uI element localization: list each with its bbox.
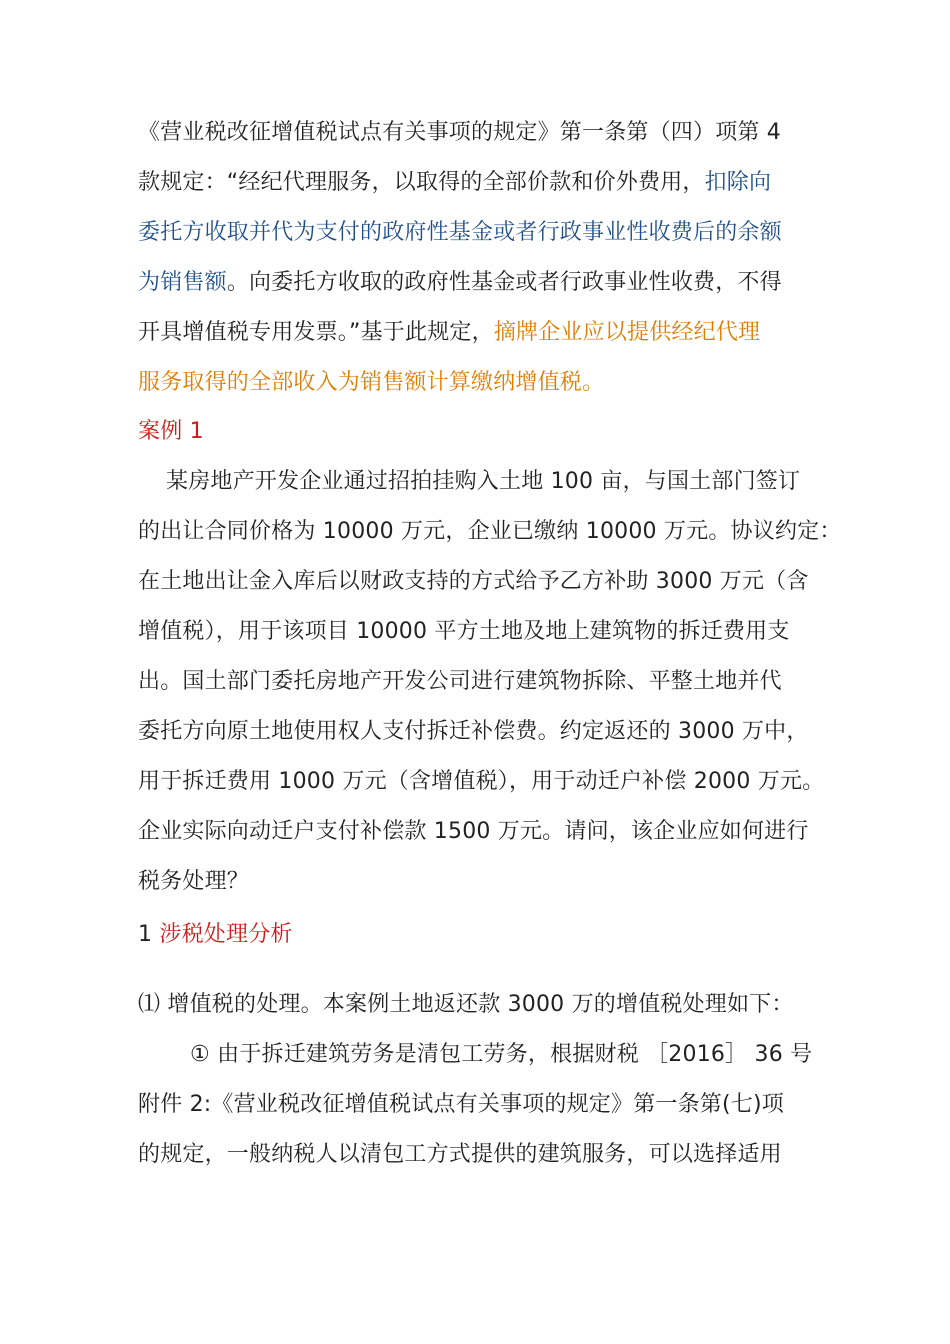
text-line: [138, 358, 838, 408]
case-heading: 案例 1: [138, 419, 204, 444]
text-line: 的出让合同价格为 10000 万元，企业已缴纳 10000 万元。协议约定：: [138, 519, 842, 544]
text-line: 某房地产开发企业通过招拍挂购入土地 100 亩，与国土部门签订: [166, 469, 801, 494]
section-number: 1: [138, 922, 160, 947]
text-line: 企业实际向动迁户支付补偿款 1500 万元。请问，该企业应如何进行: [138, 819, 809, 844]
highlight-orange-text: 。: [582, 370, 605, 395]
section-heading: [138, 910, 838, 960]
section-title: 涉税处理分析: [159, 922, 293, 947]
text-line: [138, 258, 838, 308]
text-line: [138, 308, 838, 358]
text-segment: 开具增值税专用发票。”基于此规定，: [138, 320, 494, 345]
text-line: 税务处理？: [138, 869, 250, 894]
subitem-demolition: [138, 1030, 838, 1180]
text-segment: 款规定：“经纪代理服务，以取得的全部价款和价外费用，: [138, 170, 705, 195]
text-line: 附件 2:《营业税改征增值税试点有关事项的规定》第一条第(七)项: [138, 1092, 784, 1117]
text-segment: 。向委托方收取的政府性基金或者行政事业性收费，不得: [226, 270, 782, 295]
paragraph-regulation: [138, 108, 838, 408]
text-line: [138, 158, 838, 208]
case-description: [138, 457, 842, 907]
text-line: ① 由于拆迁建筑劳务是清包工劳务，根据财税 ［2016］ 36 号: [190, 1042, 813, 1067]
highlight-blue-text: 为销售额: [138, 270, 227, 295]
text-line: 的规定，一般纳税人以清包工方式提供的建筑服务，可以选择适用: [138, 1142, 782, 1167]
highlight-blue-text: 委托方收取并代为支付的政府性基金或者行政事业性收费后的余额: [138, 220, 782, 245]
item-vat-processing: [138, 980, 838, 1030]
text-line: ⑴ 增值税的处理。本案例土地返还款 3000 万的增值税处理如下：: [138, 992, 794, 1017]
text-line: 《营业税改征增值税试点有关事项的规定》第一条第（四）项第 4: [138, 120, 781, 145]
text-line: 增值税），用于该项目 10000 平方土地及地上建筑物的拆迁费用支: [138, 619, 790, 644]
highlight-blue-text: 扣除向: [704, 170, 772, 195]
text-line: 用于拆迁费用 1000 万元（含增值税），用于动迁户补偿 2000 万元。: [138, 769, 825, 794]
highlight-orange-text: 服务取得的全部收入为销售额计算缴纳增值税: [138, 370, 583, 395]
text-line: 在土地出让金入库后以财政支持的方式给予乙方补助 3000 万元（含: [138, 569, 809, 594]
highlight-orange-text: 摘牌企业应以提供经纪代理: [493, 320, 761, 345]
text-line: 出。国土部门委托房地产开发公司进行建筑物拆除、平整土地并代: [138, 669, 782, 694]
text-line: 委托方向原土地使用权人支付拆迁补偿费。约定返还的 3000 万中，: [138, 719, 809, 744]
